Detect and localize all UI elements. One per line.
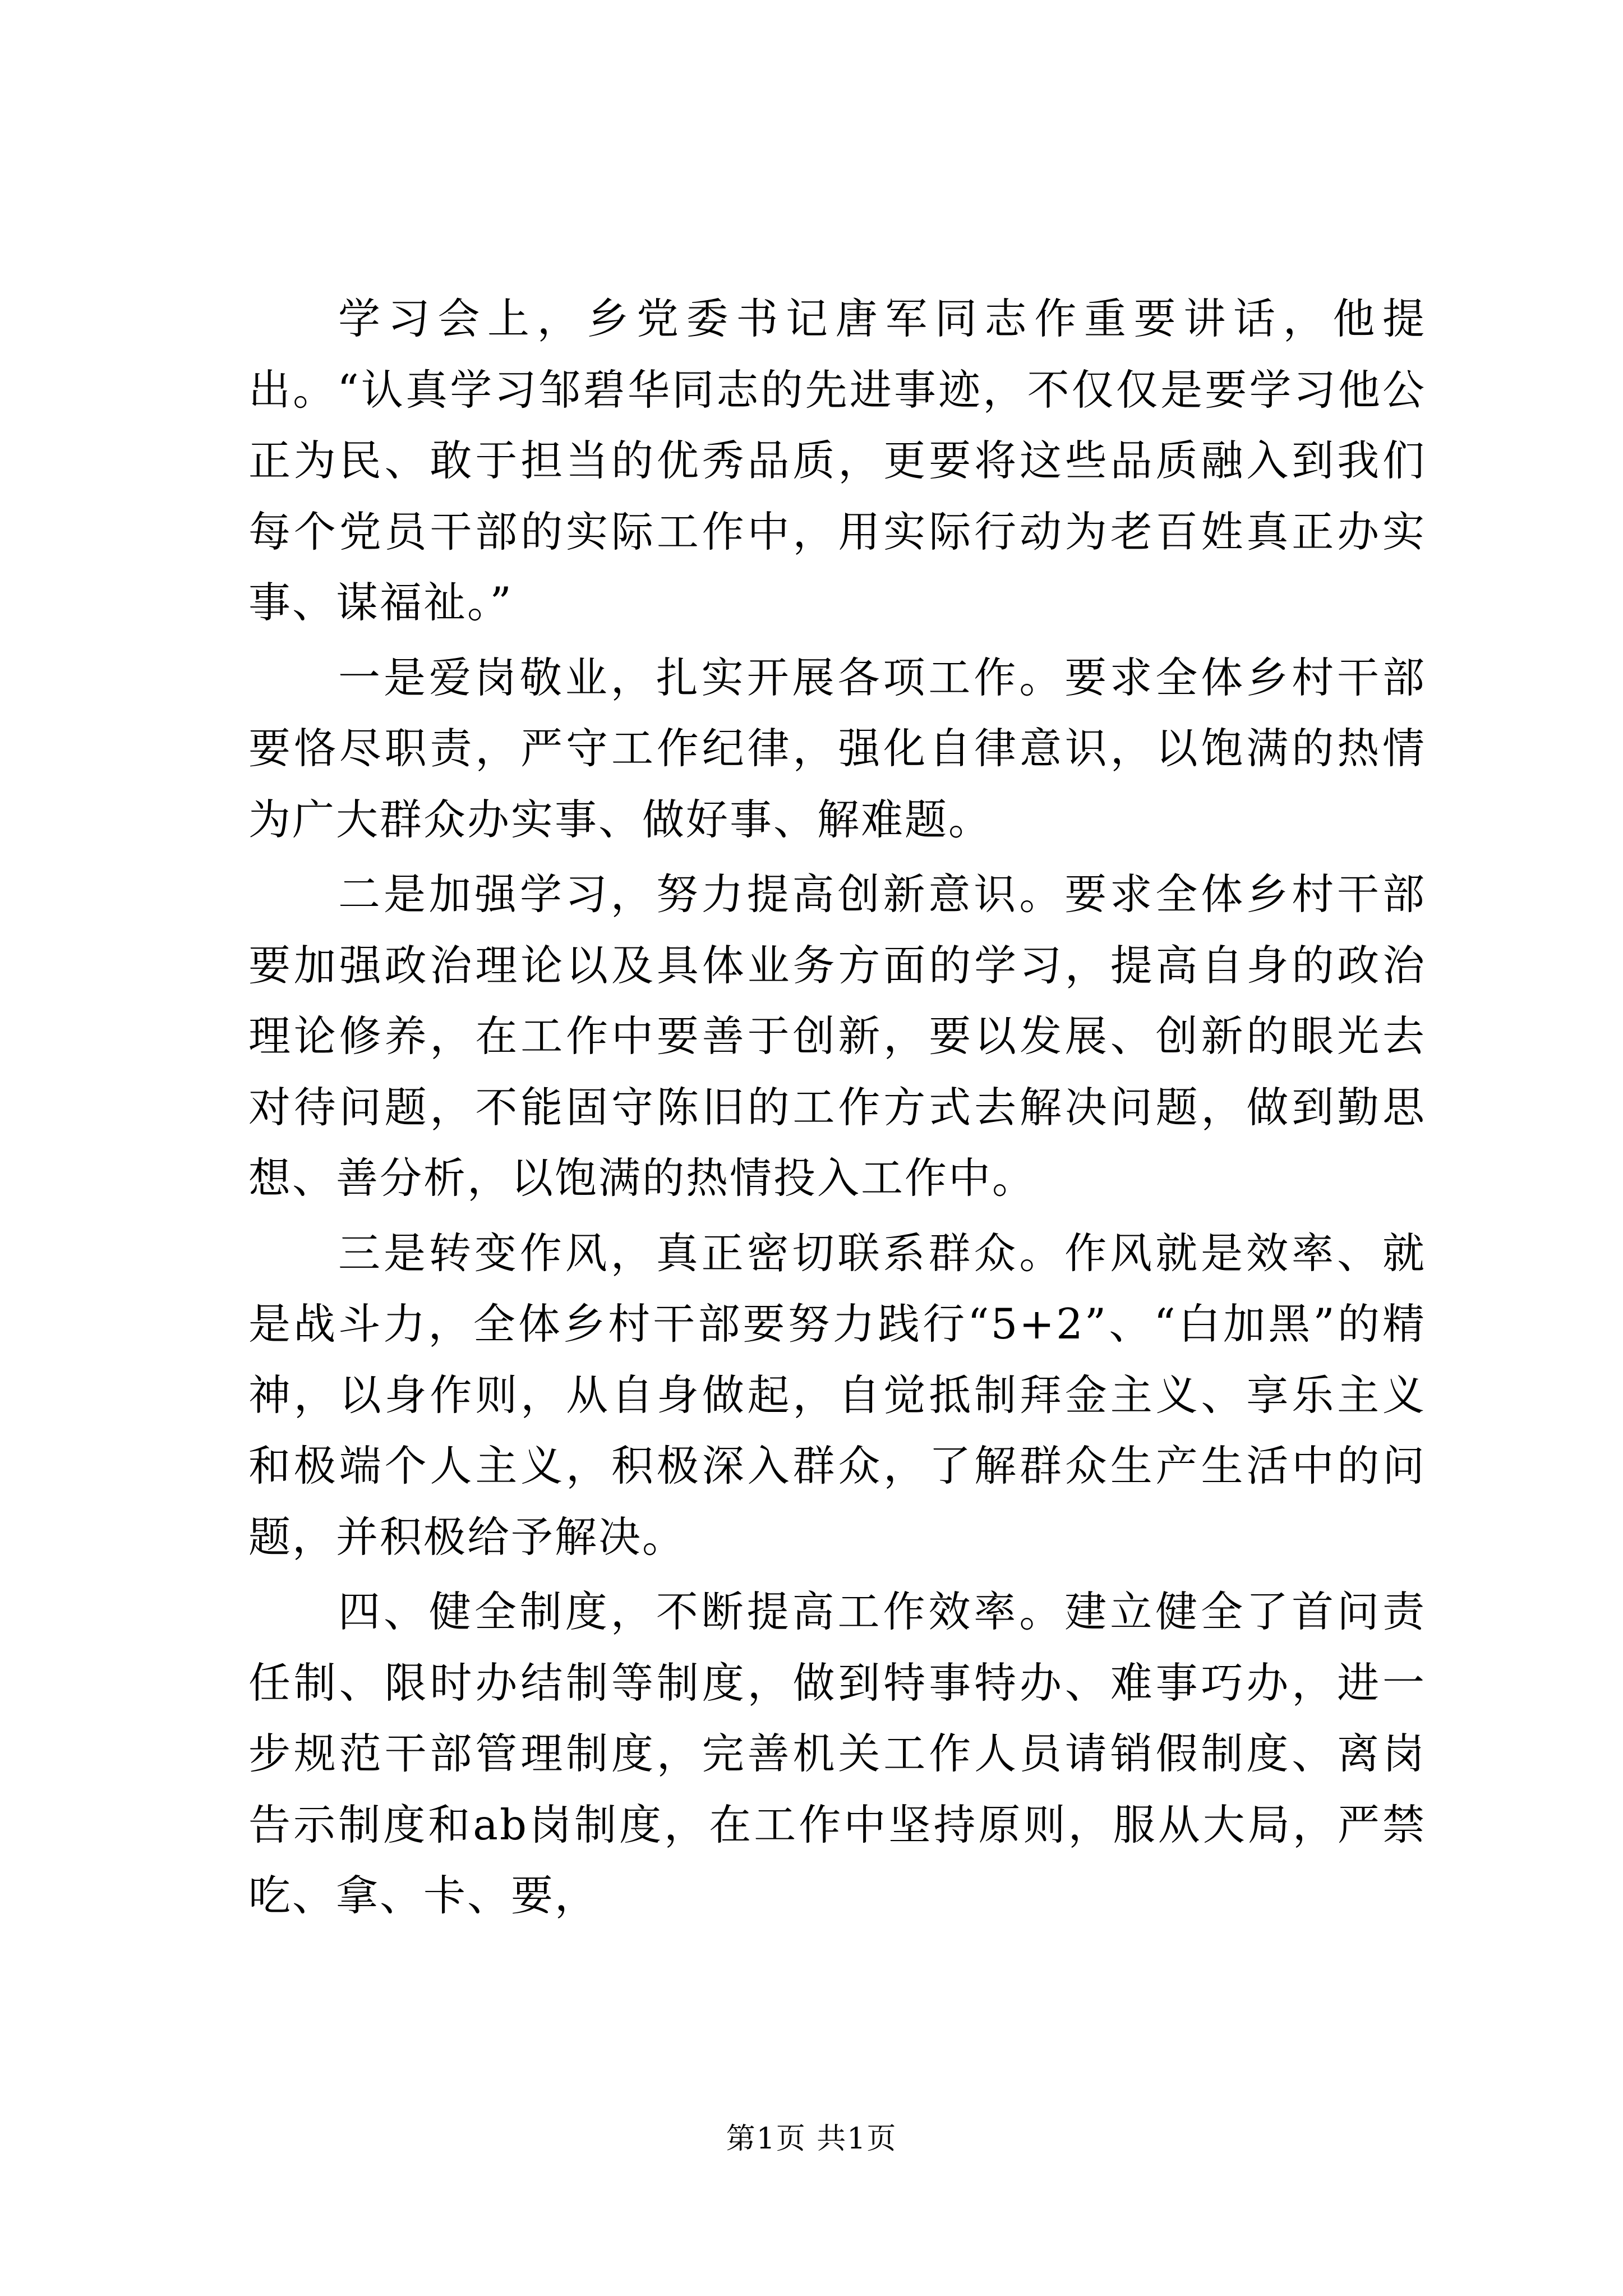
paragraph-study-meeting: 学习会上，乡党委书记唐军同志作重要讲话，他提出。“认真学习邹碧华同志的先进事迹，不仅仅是要学习他公正为民、敢于担当的优秀品质，更要将这些品质融入到我们每个党员干部的实际工作中，用实际行动为老百姓真正办实事、谋福祉。” [248,294,1426,627]
document-body [248,283,1426,1931]
paragraph-dedication: 一是爱岗敬业，扎实开展各项工作。要求全体乡村干部要恪尽职责，严守工作纪律，强化自律意识，以饱满的热情为广大群众办实事、做好事、解难题。 [248,652,1426,844]
paragraph-system: 四、健全制度，不断提高工作效率。建立健全了首问责任制、限时办结制等制度，做到特事特办、难事巧办，进一步规范干部管理制度，完善机关工作人员请销假制度、离岗告示制度和ab岗制度，在工作中坚持原则，服从大局，严禁吃、拿、卡、要， [248,1587,1426,1920]
paragraph-learning: 二是加强学习，努力提高创新意识。要求全体乡村干部要加强政治理论以及具体业务方面的学习，提高自身的政治理论修养，在工作中要善于创新，要以发展、创新的眼光去对待问题，不能固守陈旧的工作方式去解决问题，做到勤思想、善分析，以饱满的热情投入工作中。 [248,869,1426,1203]
page-footer: 第1页 共1页 [726,2122,897,2156]
paragraph-work-style: 三是转变作风，真正密切联系群众。作风就是效率、就是战斗力，全体乡村干部要努力践行“5+2”、“白加黑”的精神，以身作则，从自身做起，自觉抵制拜金主义、享乐主义和极端个人主义，积极深入群众，了解群众生产生活中的问题，并积极给予解决。 [248,1228,1426,1562]
